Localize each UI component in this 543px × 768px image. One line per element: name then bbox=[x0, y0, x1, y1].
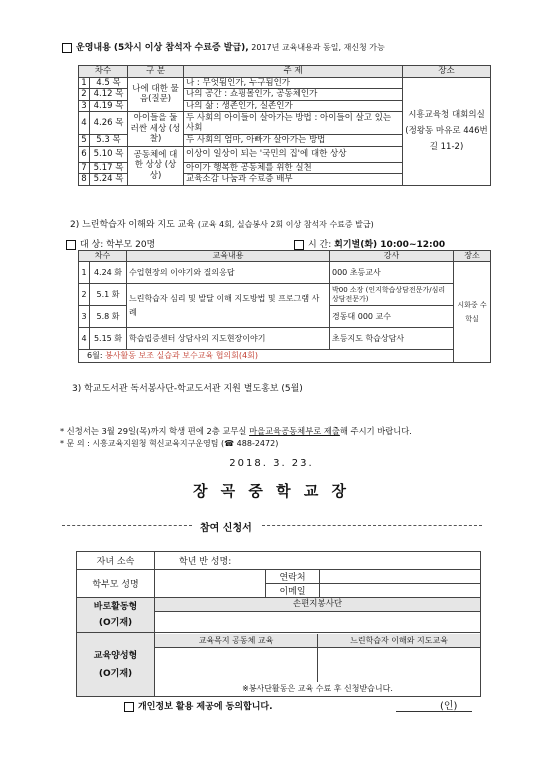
table-row: 2 5.1 화 느린학습자 심리 및 발달 이해 지도방법 및 프로그램 사례 박00 소장 (인지학습상담전문가/심리상담전문가) bbox=[79, 284, 491, 306]
type1-option-cell: 손편지봉사단 bbox=[155, 598, 481, 633]
signature-line bbox=[396, 711, 472, 712]
document-date: 2018. 3. 23. bbox=[229, 458, 314, 469]
parent-name-field[interactable] bbox=[155, 570, 266, 598]
checkbox-icon bbox=[62, 43, 72, 53]
edu1-check-field[interactable] bbox=[155, 648, 318, 682]
divider-left bbox=[62, 525, 192, 526]
table-row: 1 4.5 목 나에 대한 물음(질문) 나 : 무엇됨인가, 누구됨인가 시흥교육청 대회의실 (정왕동 마유로 446번길 11-2) bbox=[79, 77, 491, 89]
table-row: 5 5.3 목 두 사회의 엄마, 아빠가 살아가는 방법 bbox=[79, 135, 491, 147]
section2-footer: 6월: 봉사활동 보조 실습과 보수교육 협의회(4회) bbox=[79, 350, 454, 363]
school-name: 장 곡 중 학 교 장 bbox=[192, 482, 351, 500]
consent-line: 개인정보 활용 제공에 동의합니다. bbox=[124, 699, 273, 712]
type1-cell: 바로활동형 (O기재) bbox=[77, 598, 155, 633]
notice-inquiry: * 문 의 : 시흥교육지원청 혁신교육지구운영팀 (☎ 488-2472) bbox=[60, 439, 279, 448]
consent-checkbox[interactable] bbox=[124, 702, 134, 712]
table-row: 3 4.19 목 나의 삶 : 생존인가, 실존인가 bbox=[79, 100, 491, 112]
edu2-check-field[interactable] bbox=[318, 648, 480, 682]
table-row: 4 4.26 목 아이들을 둘러싼 세상 (성찰) 두 사회의 아이들이 살아가는 방법 : 아이들이 살고 있는 사회 bbox=[79, 112, 491, 135]
table-row: 1 4.24 화 수업현장의 이야기와 질의응답 000 초등교사 시화중 수학실 bbox=[79, 262, 491, 284]
checkbox-icon bbox=[66, 240, 76, 250]
notice-submit: * 신청서는 3월 29일(목)까지 학생 편에 2층 교무실 마을교육공동체부로 제출해 주시기 바랍니다. bbox=[60, 426, 412, 436]
contact-field[interactable] bbox=[320, 570, 481, 584]
table-row bbox=[79, 350, 491, 363]
table-row: 3 5.8 화 경동대 000 교수 bbox=[79, 306, 491, 328]
form-title: 참여 신청서 bbox=[200, 523, 252, 534]
type2-cell: 교육양성형 (O기재) bbox=[77, 633, 155, 697]
application-form: 자녀 소속 학년 반 성명: 학부모 성명 연락처 이메일 바로활동형 (O기재) 손편지봉사단 교육양성형 (O기재) 교육목지 공동체 교육 느린학습자 이해와 지도교육 ※봉사단활동은 교육 수료 후 신청받습니다. bbox=[76, 551, 481, 697]
email-field[interactable] bbox=[320, 584, 481, 598]
table-row: 4 5.15 화 학습립증센터 상담사의 지도현장이야기 초등지도 학습상담사 bbox=[79, 328, 491, 350]
type2-checks bbox=[155, 648, 480, 682]
table-row: 2 4.12 목 나의 공간 : 쇼핑몰인가, 공동체인가 bbox=[79, 89, 491, 101]
section1-title: 운영내용 (5차시 이상 참석자 수료증 발급), 2017년 교육내용과 동일, 재신청 가능 bbox=[62, 40, 385, 53]
child-field[interactable]: 학년 반 성명: bbox=[155, 552, 481, 570]
type2-header: 교육목지 공동체 교육 느린학습자 이해와 지도교육 bbox=[155, 634, 480, 648]
section1-table: 차수 구 분 주 제 장소 1 4.5 목 나에 대한 물음(질문) 나 : 무엇됨인가, 누구됨인가 시흥교육청 대회의실 (정왕동 마유로 446번길 11-2) 2 4.12 목 나의 공간 : 쇼핑몰인가, 공동체인가 3 4.19 목 나의 삶 : 생존인가, 실존인가 4 4.26 목 아이들을 둘러싼 세상 (성찰) 두 사회의 아이들이 살아가는 방법 : 아이들이 살고 있는 사회 5 5.3 목 두 사회의 엄마, 아빠가 살아가는 방법 6 5.10 목 공동체에 대한 상상 (상상) 이상이 일상이 되는 '국민의 집'에 대한 상상 7 5.17 목 아이가 행복한 공동체를 위한 실천 8 5.24 목 교육소감 나눔과 수료증 배부 bbox=[78, 65, 491, 186]
table-row: 8 5.24 목 교육소감 나눔과 수료증 배부 bbox=[79, 174, 491, 186]
section2-target: 대 상: 학부모 20명 bbox=[66, 237, 155, 250]
section2-table: 차수 교육내용 강사 장소 1 4.24 화 수업현장의 이야기와 질의응답 000 초등교사 시화중 수학실 2 5.1 화 느린학습자 심리 및 발달 이해 지도방법 및 프로그램 사례 박00 소장 (인지학습상담전문가/심리상담전문가) 3 5.8 화 경동대 000 교수 4 5.15 화 학습립증센터 상담사의 지도현장이야기 초등지도 학습상담사 6월: 봉사활동 보조 실습과 보수교육 협의회(4회) bbox=[78, 250, 491, 363]
divider-right bbox=[262, 525, 482, 526]
section2-title: 2) 느린학습자 이해와 지도 교육 (교육 4회, 실습봉사 2회 이상 참석자 수료증 발급) bbox=[70, 220, 374, 230]
section3-title: 3) 학교도서관 독서봉사단-학교도서관 지원 별도홍보 (5월) bbox=[72, 384, 303, 394]
table-row: 6 5.10 목 공동체에 대한 상상 (상상) 이상이 일상이 되는 '국민의 집'에 대한 상상 bbox=[79, 146, 491, 162]
table-row: 7 5.17 목 아이가 행복한 공동체를 위한 실천 bbox=[79, 162, 491, 174]
type1-check-field[interactable] bbox=[155, 612, 480, 632]
checkbox-icon bbox=[294, 240, 304, 250]
type2-option-cell: 교육목지 공동체 교육 느린학습자 이해와 지도교육 ※봉사단활동은 교육 수료 후 신청받습니다. bbox=[155, 633, 481, 697]
section2-time: 시 간: 회기별(화) 10:00~12:00 bbox=[294, 237, 445, 250]
signature-mark: (인) bbox=[440, 701, 458, 712]
